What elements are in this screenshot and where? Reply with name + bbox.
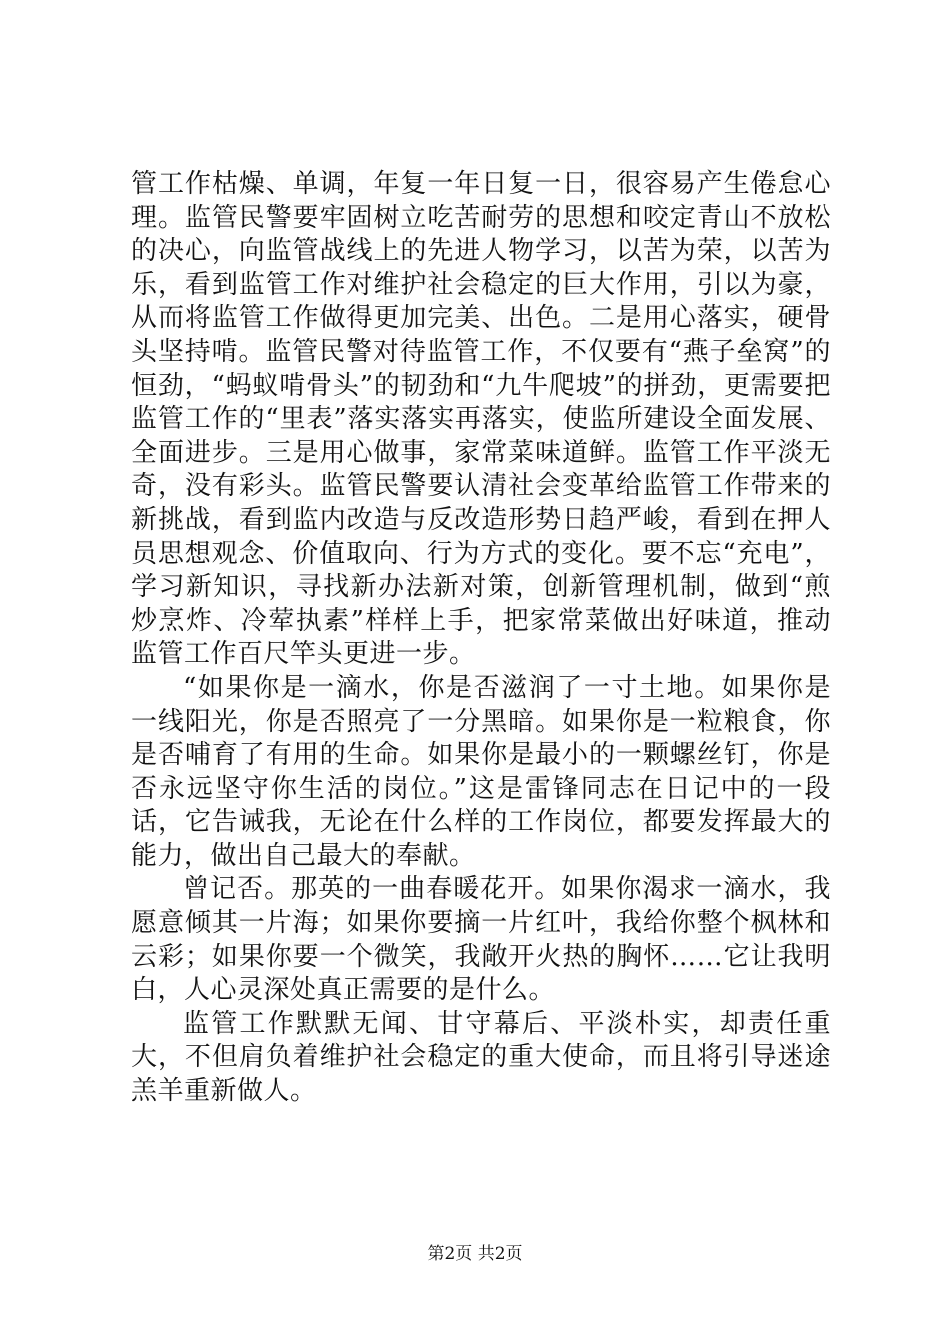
page-number-footer: 第2页 共2页	[427, 1244, 523, 1264]
paragraph-1: 管工作枯燥、单调，年复一年日复一日，很容易产生倦怠心理。监管民警要牢固树立吃苦耐劳的思想和咬定青山不放松的决心，向监管战线上的先进人物学习，以苦为荣，以苦为乐，看到监管工作对维护社会稳定的巨大作用，引以为豪，从而将监管工作做得更加完美、出色。二是用心落实，硬骨头坚持啃。监管民警对待监管工作，不仅要有“燕子垒窝”的恒劲，“蚂蚁啃骨头”的韧劲和“九牛爬坡”的拼劲，更需要把监管工作的“里表”落实落实再落实，使监所建设全面发展、全面进步。三是用心做事，家常菜味道鲜。监管工作平淡无奇，没有彩头。监管民警要认清社会变革给监管工作带来的新挑战，看到监内改造与反改造形势日趋严峻，看到在押人员思想观念、价值取向、行为方式的变化。要不忘“充电”，学习新知识，寻找新办法新对策，创新管理机制，做到“煎炒烹炸、冷荤执素”样样上手，把家常菜做出好味道，推动监管工作百尺竿头更进一步。	[131, 169, 831, 670]
paragraph-3: 曾记否。那英的一曲春暖花开。如果你渴求一滴水，我愿意倾其一片海；如果你要摘一片红叶，我给你整个枫林和云彩；如果你要一个微笑，我敞开火热的胸怀……它让我明白，人心灵深处真正需要的是什么。	[131, 874, 831, 1006]
paragraph-2: “如果你是一滴水，你是否滋润了一寸土地。如果你是一线阳光，你是否照亮了一分黑暗。如果你是一粒粮食，你是否哺育了有用的生命。如果你是最小的一颗螺丝钉，你是否永远坚守你生活的岗位。”这是雷锋同志在日记中的一段话，它告诫我，无论在什么样的工作岗位，都要发挥最大的能力，做出自己最大的奉献。	[131, 672, 831, 871]
paragraph-4: 监管工作默默无闻、甘守幕后、平淡朴实，却责任重大，不但肩负着维护社会稳定的重大使命，而且将引导迷途羔羊重新做人。	[131, 1008, 831, 1107]
document-body	[131, 168, 831, 1109]
